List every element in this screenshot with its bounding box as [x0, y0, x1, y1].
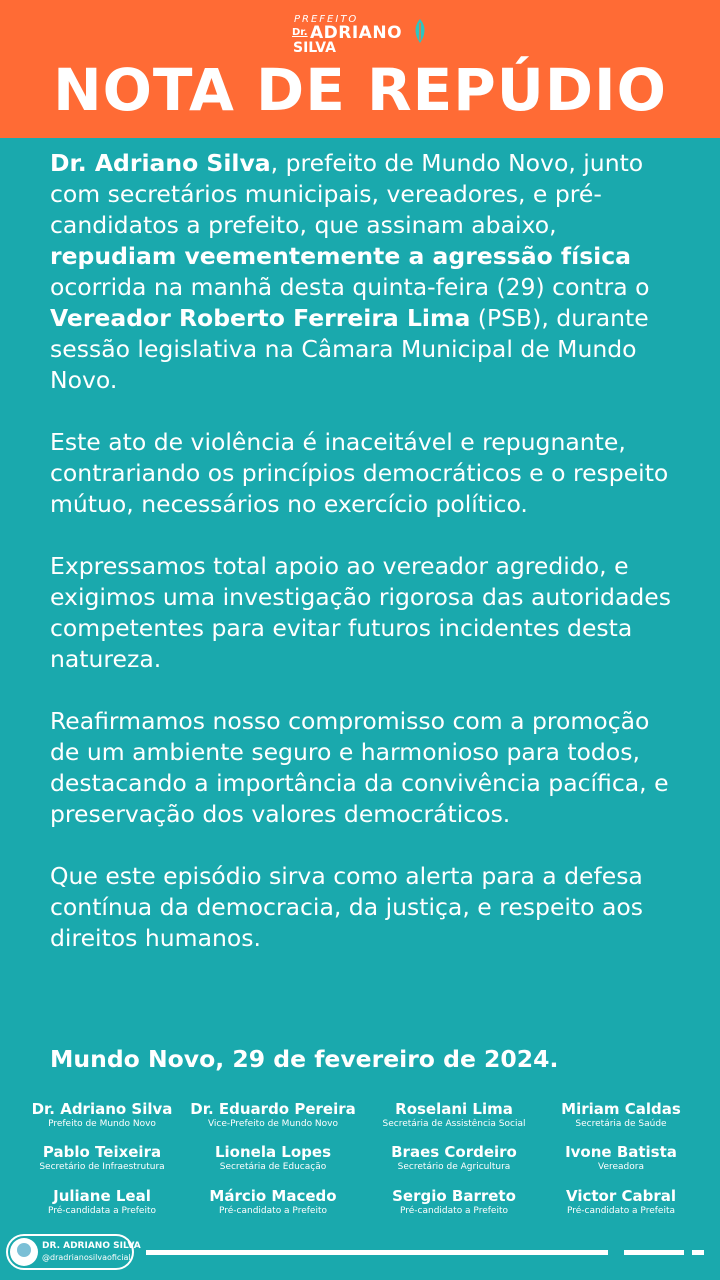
signature-role: Pré-candidato a Prefeita	[567, 1206, 675, 1216]
p1-text-2: ocorrida na manhã desta quinta-feira (29) contra o	[50, 273, 650, 301]
signature	[364, 1187, 544, 1217]
footer-divider	[146, 1250, 608, 1255]
footer	[0, 1232, 720, 1272]
statement-body	[50, 148, 680, 985]
signature-name: Ivone Batista	[565, 1143, 677, 1161]
signature-role: Vereadora	[598, 1162, 644, 1172]
signature-name: Lionela Lopes	[214, 1143, 332, 1161]
signature-role: Secretário de Infraestrutura	[39, 1162, 165, 1172]
paragraph-1	[50, 148, 680, 396]
footer-divider	[692, 1250, 704, 1255]
avatar	[10, 1238, 38, 1266]
dateline: Mundo Novo, 29 de fevereiro de 2024.	[50, 1045, 559, 1073]
paragraph-3: Expressamos total apoio ao vereador agredido, e exigimos uma investigação rigorosa das autoridades competentes para evitar futuros incidentes desta natureza.	[50, 552, 671, 673]
signature	[531, 1187, 711, 1217]
signature-role: Secretária de Saúde	[575, 1119, 667, 1129]
leaf-icon	[412, 18, 428, 44]
signature-role: Secretária de Educação	[219, 1162, 327, 1172]
signature-name: Dr. Adriano Silva	[31, 1100, 173, 1118]
signature-role: Secretário de Agricultura	[397, 1162, 511, 1172]
signature-role: Pré-candidato a Prefeito	[400, 1206, 508, 1216]
paragraph-5: Que este episódio sirva como alerta para a defesa contínua da democracia, da justiça, e respeito aos direitos humanos.	[50, 862, 644, 952]
signature	[12, 1187, 192, 1217]
signature-name: Juliane Leal	[53, 1187, 151, 1205]
signature	[183, 1143, 363, 1173]
logo-prefix: PREFEITO	[294, 14, 359, 25]
signature-name: Sergio Barreto	[392, 1187, 516, 1205]
signature	[531, 1100, 711, 1130]
signature	[364, 1100, 544, 1130]
councilman-name: Vereador Roberto Ferreira Lima	[50, 304, 471, 332]
p1-bold-1: repudiam veementemente a agressão física	[50, 242, 632, 270]
signature-role: Pré-candidato a Prefeito	[219, 1206, 327, 1216]
signature-role: Secretária de Assistência Social	[382, 1119, 526, 1129]
signature-name: Dr. Eduardo Pereira	[190, 1100, 356, 1118]
signature-role: Prefeito de Mundo Novo	[48, 1119, 156, 1129]
profile-handle: @dradrianosilvaoficial	[42, 1253, 131, 1262]
footer-divider	[624, 1250, 684, 1255]
p1-text-3: (PSB), durante sessão legislativa na Câmara Municipal de Mundo Novo.	[50, 304, 649, 394]
signature-name: Miriam Caldas	[561, 1100, 681, 1118]
signature	[183, 1187, 363, 1217]
signature	[12, 1143, 192, 1173]
profile-name: DR. ADRIANO SILVA	[42, 1241, 141, 1251]
profile-badge[interactable]	[6, 1234, 141, 1270]
paragraph-2: Este ato de violência é inaceitável e repugnante, contrariando os princípios democráticos e o respeito mútuo, necessários no exercício político.	[50, 428, 669, 518]
signature	[531, 1143, 711, 1173]
signature-name: Roselani Lima	[395, 1100, 513, 1118]
page-title: NOTA DE REPÚDIO	[53, 56, 667, 124]
signature-name: Victor Cabral	[565, 1187, 676, 1205]
header-banner	[0, 0, 720, 138]
signature	[364, 1143, 544, 1173]
signature	[183, 1100, 363, 1130]
signature-name: Márcio Macedo	[209, 1187, 337, 1205]
mayor-name: Dr. Adriano Silva	[50, 149, 271, 177]
paragraph-4: Reafirmamos nosso compromisso com a promoção de um ambiente seguro e harmonioso para todos, destacando a importância da convivência pacífica, e preservação dos valores democráticos.	[50, 707, 669, 828]
signature-name: Pablo Teixeira	[42, 1143, 162, 1161]
logo-name: ADRIANO	[310, 23, 403, 43]
signature	[12, 1100, 192, 1130]
signature-role: Pré-candidata a Prefeito	[48, 1206, 156, 1216]
p1-text-1: , prefeito de Mundo Novo, junto com secretários municipais, vereadores, e pré-candidatos a prefeito, que assinam abaixo,	[50, 149, 644, 239]
logo-dr: Dr.	[292, 27, 308, 38]
signature-name: Braes Cordeiro	[391, 1143, 517, 1161]
signature-role: Vice-Prefeito de Mundo Novo	[207, 1119, 339, 1129]
logo-surname: SILVA	[293, 40, 337, 56]
